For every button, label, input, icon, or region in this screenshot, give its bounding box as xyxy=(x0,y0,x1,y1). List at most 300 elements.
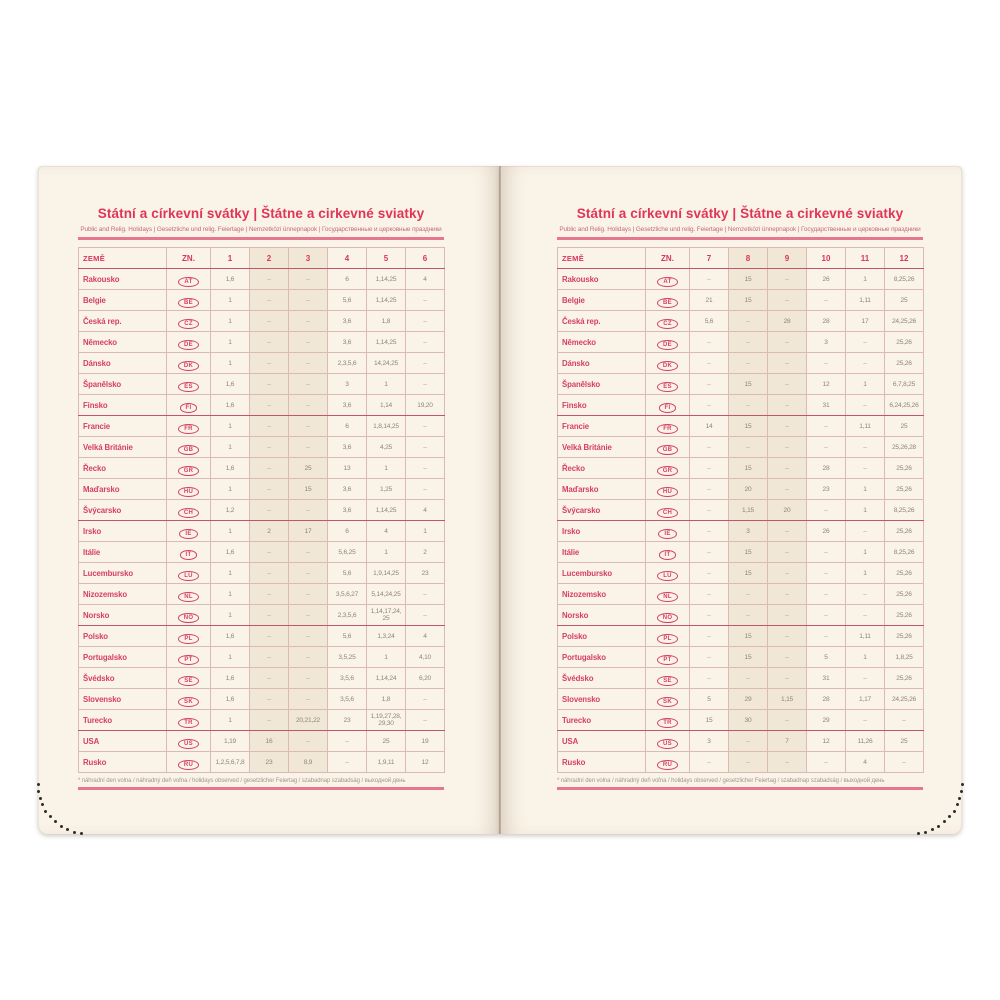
holiday-dates-cell: 1 xyxy=(846,500,885,521)
holiday-dates-cell: 13 xyxy=(328,458,367,479)
holiday-dates-cell: 1,3,24 xyxy=(367,626,406,647)
country-name: Česká rep. xyxy=(558,311,646,332)
country-code-oval: DK xyxy=(657,361,678,371)
holiday-dates-cell: – xyxy=(289,311,328,332)
table-row xyxy=(558,290,924,311)
holiday-dates-cell: – xyxy=(250,668,289,689)
holiday-dates-cell: – xyxy=(807,563,846,584)
country-code-oval: HU xyxy=(657,487,678,497)
country-header: ZEMĚ xyxy=(558,248,646,269)
country-name: Maďarsko xyxy=(79,479,167,500)
holiday-dates-cell: 2 xyxy=(406,542,445,563)
holiday-dates-cell: 5,6 xyxy=(328,563,367,584)
country-code-cell xyxy=(167,521,211,542)
table-row xyxy=(79,521,445,542)
holiday-dates-cell: 1,14,25 xyxy=(367,269,406,290)
holiday-dates-cell: – xyxy=(846,710,885,731)
country-name: Švýcarsko xyxy=(558,500,646,521)
country-code-oval: DK xyxy=(178,361,199,371)
holiday-dates-cell: – xyxy=(250,269,289,290)
perforation-dot xyxy=(37,783,40,786)
country-code-oval: SE xyxy=(657,676,678,686)
holiday-dates-cell: 25,26 xyxy=(885,332,924,353)
country-code-oval: GR xyxy=(657,466,679,476)
holiday-dates-cell: 25 xyxy=(885,416,924,437)
country-code-oval: ES xyxy=(657,382,678,392)
country-name: Velká Británie xyxy=(79,437,167,458)
holiday-dates-cell: – xyxy=(406,374,445,395)
perforation-dot xyxy=(60,825,63,828)
holiday-dates-cell: 6,7,8,25 xyxy=(885,374,924,395)
holiday-dates-cell: 5,6 xyxy=(690,311,729,332)
holiday-dates-cell: 1 xyxy=(211,584,250,605)
country-name: Slovensko xyxy=(79,689,167,710)
holiday-dates-cell: 1,8 xyxy=(367,689,406,710)
country-code-cell xyxy=(167,269,211,290)
holiday-dates-cell: 15 xyxy=(729,647,768,668)
holiday-dates-cell: 8,25,26 xyxy=(885,542,924,563)
country-code-oval: PL xyxy=(657,634,677,644)
holiday-dates-cell: 8,9 xyxy=(289,752,328,773)
holiday-dates-cell: 15 xyxy=(729,290,768,311)
holiday-dates-cell: 21 xyxy=(690,290,729,311)
holiday-dates-cell: 8,25,26 xyxy=(885,269,924,290)
holiday-dates-cell: 3,6 xyxy=(328,332,367,353)
holiday-dates-cell: – xyxy=(768,353,807,374)
country-name: Rusko xyxy=(79,752,167,773)
country-code-cell xyxy=(167,605,211,626)
country-code-oval: GB xyxy=(657,445,679,455)
holiday-dates-cell: 1,17 xyxy=(846,689,885,710)
title-rule xyxy=(557,237,923,240)
holiday-dates-cell: 6 xyxy=(328,269,367,290)
table-row xyxy=(558,479,924,500)
holiday-dates-cell: – xyxy=(406,689,445,710)
holiday-dates-cell: – xyxy=(250,353,289,374)
holiday-dates-cell: 4,25 xyxy=(367,437,406,458)
holidays-table-months-7-12 xyxy=(557,247,924,773)
table-row xyxy=(558,731,924,752)
holiday-dates-cell: 1,14 xyxy=(367,395,406,416)
holiday-dates-cell: 1,6 xyxy=(211,689,250,710)
holiday-dates-cell: – xyxy=(250,500,289,521)
holiday-dates-cell: 15 xyxy=(729,626,768,647)
holiday-dates-cell: – xyxy=(690,458,729,479)
holiday-dates-cell: 15 xyxy=(729,269,768,290)
holiday-dates-cell: – xyxy=(885,752,924,773)
holiday-dates-cell: – xyxy=(768,647,807,668)
holiday-dates-cell: – xyxy=(289,353,328,374)
holiday-dates-cell: 15 xyxy=(729,416,768,437)
holiday-dates-cell: 17 xyxy=(846,311,885,332)
table-row xyxy=(79,542,445,563)
country-name: Portugalsko xyxy=(558,647,646,668)
country-code-cell xyxy=(167,710,211,731)
holiday-dates-cell: – xyxy=(690,332,729,353)
holiday-dates-cell: – xyxy=(690,605,729,626)
table-row xyxy=(558,416,924,437)
country-code-oval: IE xyxy=(658,529,676,539)
holiday-dates-cell: – xyxy=(289,668,328,689)
holiday-dates-cell: 28 xyxy=(807,689,846,710)
country-code-cell xyxy=(167,563,211,584)
country-code-oval: LU xyxy=(657,571,678,581)
country-name: Švýcarsko xyxy=(79,500,167,521)
holiday-dates-cell: 23 xyxy=(250,752,289,773)
country-name: Maďarsko xyxy=(558,479,646,500)
month-header: 8 xyxy=(729,248,768,269)
country-name: Švédsko xyxy=(558,668,646,689)
holiday-dates-cell: – xyxy=(690,752,729,773)
country-code-oval: CH xyxy=(178,508,199,518)
holiday-dates-cell: – xyxy=(690,521,729,542)
holiday-dates-cell: – xyxy=(406,311,445,332)
holiday-dates-cell: – xyxy=(289,542,328,563)
holiday-dates-cell: – xyxy=(846,332,885,353)
holiday-dates-cell: 1 xyxy=(846,647,885,668)
holiday-dates-cell: 4 xyxy=(406,500,445,521)
holiday-dates-cell: 1,14,25 xyxy=(367,290,406,311)
holiday-dates-cell: – xyxy=(690,668,729,689)
diary-spread xyxy=(38,166,962,834)
holiday-dates-cell: 1 xyxy=(211,290,250,311)
holiday-dates-cell: 31 xyxy=(807,668,846,689)
holiday-dates-cell: – xyxy=(289,269,328,290)
table-row xyxy=(79,500,445,521)
holiday-dates-cell: – xyxy=(729,332,768,353)
perforation-dot xyxy=(39,797,42,800)
holiday-dates-cell: 1,6 xyxy=(211,542,250,563)
table-row xyxy=(558,542,924,563)
holiday-dates-cell: 1 xyxy=(211,563,250,584)
country-name: Irsko xyxy=(79,521,167,542)
holiday-dates-cell: 23 xyxy=(406,563,445,584)
holiday-dates-cell: 1 xyxy=(367,374,406,395)
country-name: Rakousko xyxy=(558,269,646,290)
country-code-oval: CH xyxy=(657,508,678,518)
month-header: 12 xyxy=(885,248,924,269)
holiday-dates-cell: 1,6 xyxy=(211,626,250,647)
country-name: Rusko xyxy=(558,752,646,773)
holiday-dates-cell: 1,14,17,24,25 xyxy=(367,605,406,626)
holiday-dates-cell: 1,11 xyxy=(846,290,885,311)
country-code-cell xyxy=(167,311,211,332)
table-row xyxy=(79,668,445,689)
holiday-dates-cell: – xyxy=(729,395,768,416)
country-code-cell xyxy=(646,437,690,458)
holiday-dates-cell: – xyxy=(729,584,768,605)
table-row xyxy=(79,458,445,479)
country-code-cell xyxy=(646,689,690,710)
holiday-dates-cell: – xyxy=(690,542,729,563)
country-name: Itálie xyxy=(79,542,167,563)
holiday-dates-cell: 4,10 xyxy=(406,647,445,668)
holiday-dates-cell: 4 xyxy=(406,269,445,290)
country-name: Nizozemsko xyxy=(558,584,646,605)
country-code-cell xyxy=(646,311,690,332)
holiday-dates-cell: 4 xyxy=(367,521,406,542)
holiday-dates-cell: – xyxy=(768,332,807,353)
holiday-dates-cell: – xyxy=(406,416,445,437)
table-row xyxy=(558,710,924,731)
country-code-cell xyxy=(646,353,690,374)
holiday-dates-cell: – xyxy=(846,521,885,542)
footnote-rule xyxy=(557,787,923,790)
table-row xyxy=(79,416,445,437)
holiday-dates-cell: – xyxy=(807,353,846,374)
holiday-dates-cell: – xyxy=(768,752,807,773)
table-row xyxy=(558,584,924,605)
holiday-dates-cell: – xyxy=(807,416,846,437)
country-name: Polsko xyxy=(558,626,646,647)
holiday-dates-cell: – xyxy=(729,668,768,689)
holiday-dates-cell: – xyxy=(250,542,289,563)
holiday-dates-cell: – xyxy=(690,479,729,500)
holiday-dates-cell: 1 xyxy=(211,332,250,353)
header-row xyxy=(558,248,924,269)
country-code-cell xyxy=(646,500,690,521)
holiday-dates-cell: – xyxy=(690,353,729,374)
country-name: Irsko xyxy=(558,521,646,542)
country-code-oval: FR xyxy=(657,424,678,434)
holiday-dates-cell: 5 xyxy=(690,689,729,710)
country-code-oval: PT xyxy=(657,655,677,665)
holiday-dates-cell: 1 xyxy=(846,542,885,563)
table-row xyxy=(79,269,445,290)
holiday-dates-cell: – xyxy=(289,437,328,458)
holiday-dates-cell: 1 xyxy=(211,311,250,332)
holiday-dates-cell: – xyxy=(250,395,289,416)
holiday-dates-cell: – xyxy=(768,479,807,500)
holiday-dates-cell: – xyxy=(406,479,445,500)
holiday-dates-cell: 15 xyxy=(690,710,729,731)
holiday-dates-cell: – xyxy=(289,584,328,605)
holiday-dates-cell: 1 xyxy=(846,374,885,395)
month-header: 3 xyxy=(289,248,328,269)
holiday-dates-cell: 7 xyxy=(768,731,807,752)
table-row xyxy=(79,563,445,584)
holiday-dates-cell: – xyxy=(250,290,289,311)
holiday-dates-cell: 1 xyxy=(211,710,250,731)
country-code-oval: AT xyxy=(178,277,198,287)
holiday-dates-cell: – xyxy=(289,416,328,437)
table-row xyxy=(558,437,924,458)
holiday-dates-cell: 1 xyxy=(406,521,445,542)
holiday-dates-cell: 6,20 xyxy=(406,668,445,689)
holiday-dates-cell: – xyxy=(807,290,846,311)
table-row xyxy=(79,374,445,395)
holiday-dates-cell: 29 xyxy=(807,710,846,731)
month-header: 5 xyxy=(367,248,406,269)
country-code-cell xyxy=(646,542,690,563)
holiday-dates-cell: – xyxy=(807,437,846,458)
holiday-dates-cell: – xyxy=(289,395,328,416)
header-row xyxy=(79,248,445,269)
holiday-dates-cell: 26 xyxy=(807,269,846,290)
title-rule xyxy=(78,237,444,240)
country-code-cell xyxy=(646,458,690,479)
month-header: 1 xyxy=(211,248,250,269)
holiday-dates-cell: 19 xyxy=(406,731,445,752)
holiday-dates-cell: 3 xyxy=(729,521,768,542)
country-code-cell xyxy=(167,437,211,458)
holiday-dates-cell: 12 xyxy=(406,752,445,773)
table-row xyxy=(558,668,924,689)
country-code-oval: SE xyxy=(178,676,199,686)
holiday-dates-cell: 25,26 xyxy=(885,479,924,500)
holiday-dates-cell: 1 xyxy=(367,647,406,668)
perforation-dot xyxy=(960,790,963,793)
country-code-cell xyxy=(646,290,690,311)
country-name: Portugalsko xyxy=(79,647,167,668)
holiday-dates-cell: – xyxy=(690,437,729,458)
country-code-oval: GR xyxy=(178,466,200,476)
country-code-cell xyxy=(646,752,690,773)
holiday-dates-cell: 1 xyxy=(211,479,250,500)
footnote-rule xyxy=(78,787,444,790)
table-row xyxy=(558,311,924,332)
holiday-dates-cell: 1,6 xyxy=(211,374,250,395)
holiday-dates-cell: 20 xyxy=(729,479,768,500)
country-code-cell xyxy=(167,626,211,647)
holiday-dates-cell: – xyxy=(289,563,328,584)
footnote: * náhradní den volna / náhradný deň voľna / holidays observed / gesetzlicher Feiertag / szabadnap szabadság / выходной день xyxy=(557,778,885,784)
holiday-dates-cell: 25 xyxy=(289,458,328,479)
country-name: Norsko xyxy=(79,605,167,626)
table-row xyxy=(79,395,445,416)
holiday-dates-cell: – xyxy=(768,563,807,584)
holiday-dates-cell: 1,8,14,25 xyxy=(367,416,406,437)
holiday-dates-cell: – xyxy=(289,290,328,311)
country-code-cell xyxy=(167,479,211,500)
holiday-dates-cell: 1,6 xyxy=(211,668,250,689)
holiday-dates-cell: 23 xyxy=(807,479,846,500)
holiday-dates-cell: – xyxy=(846,458,885,479)
country-name: Dánsko xyxy=(79,353,167,374)
holiday-dates-cell: 1 xyxy=(367,542,406,563)
country-name: Itálie xyxy=(558,542,646,563)
holiday-dates-cell: – xyxy=(406,605,445,626)
page-title: Státní a církevní svátky | Štátne a cirkevné sviatky xyxy=(576,206,904,221)
holiday-dates-cell: 3,6 xyxy=(328,311,367,332)
holiday-dates-cell: 1,15 xyxy=(729,500,768,521)
country-code-cell xyxy=(646,332,690,353)
holiday-dates-cell: – xyxy=(807,605,846,626)
holiday-dates-cell: – xyxy=(250,563,289,584)
country-code-oval: NL xyxy=(178,592,199,602)
holiday-dates-cell: 3,6 xyxy=(328,479,367,500)
holiday-dates-cell: 1 xyxy=(846,269,885,290)
country-code-oval: TR xyxy=(178,718,199,728)
country-code-oval: BE xyxy=(657,298,678,308)
perforation-dot xyxy=(961,783,964,786)
country-code-oval: PL xyxy=(178,634,198,644)
holiday-dates-cell: – xyxy=(768,269,807,290)
holiday-dates-cell: 15 xyxy=(729,374,768,395)
country-code-cell xyxy=(167,458,211,479)
holiday-dates-cell: – xyxy=(768,395,807,416)
country-name: Francie xyxy=(558,416,646,437)
holiday-dates-cell: 25 xyxy=(885,731,924,752)
country-code-oval: FR xyxy=(178,424,199,434)
holiday-dates-cell: 20 xyxy=(768,500,807,521)
holiday-dates-cell: – xyxy=(729,353,768,374)
page-left xyxy=(38,166,500,834)
holiday-dates-cell: – xyxy=(768,542,807,563)
holiday-dates-cell: 5,6 xyxy=(328,626,367,647)
perforation-dot xyxy=(66,828,69,831)
holiday-dates-cell: – xyxy=(406,290,445,311)
holiday-dates-cell: 25,26 xyxy=(885,584,924,605)
table-row xyxy=(558,395,924,416)
table-row xyxy=(79,584,445,605)
holiday-dates-cell: – xyxy=(250,689,289,710)
holiday-dates-cell: – xyxy=(406,710,445,731)
holiday-dates-cell: – xyxy=(729,311,768,332)
holiday-dates-cell: 24,25,26 xyxy=(885,689,924,710)
holiday-dates-cell: – xyxy=(250,311,289,332)
holiday-dates-cell: 1,14,24 xyxy=(367,668,406,689)
table-row xyxy=(558,605,924,626)
country-code-cell xyxy=(167,332,211,353)
country-code-oval: HU xyxy=(178,487,199,497)
country-name: Turecko xyxy=(558,710,646,731)
holiday-dates-cell: – xyxy=(289,647,328,668)
holiday-dates-cell: – xyxy=(289,374,328,395)
holiday-dates-cell: – xyxy=(846,395,885,416)
holiday-dates-cell: 25,26 xyxy=(885,668,924,689)
country-code-cell xyxy=(646,647,690,668)
holiday-dates-cell: – xyxy=(406,332,445,353)
holiday-dates-cell: 1,6 xyxy=(211,269,250,290)
country-name: Švédsko xyxy=(79,668,167,689)
holiday-dates-cell: 1,25 xyxy=(367,479,406,500)
table-row xyxy=(79,437,445,458)
holiday-dates-cell: 5,6,25 xyxy=(328,542,367,563)
country-code-oval: RU xyxy=(178,760,199,770)
country-name: Španělsko xyxy=(79,374,167,395)
holiday-dates-cell: – xyxy=(406,437,445,458)
country-code-cell xyxy=(167,416,211,437)
country-code-oval: FI xyxy=(180,403,198,413)
table-row xyxy=(558,500,924,521)
table-row xyxy=(79,647,445,668)
footnote: * náhradní den volna / náhradný deň voľna / holidays observed / gesetzlicher Feiertag / szabadnap szabadság / выходной день xyxy=(78,778,406,784)
code-header: ZN. xyxy=(167,248,211,269)
holiday-dates-cell: – xyxy=(690,500,729,521)
country-name: Německo xyxy=(79,332,167,353)
table-row xyxy=(79,731,445,752)
page-subtitle: Public and Relig. Holidays | Gesetzliche und relig. Feiertage | Nemzetközi ünnepnapok | Государственные и церковные праздники xyxy=(80,226,442,233)
holiday-dates-cell: – xyxy=(690,626,729,647)
country-code-oval: NL xyxy=(657,592,678,602)
country-code-cell xyxy=(167,395,211,416)
country-name: Belgie xyxy=(79,290,167,311)
holiday-dates-cell: 1,6 xyxy=(211,458,250,479)
country-code-oval: US xyxy=(178,739,199,749)
holiday-dates-cell: 3 xyxy=(328,374,367,395)
holiday-dates-cell: 1 xyxy=(211,437,250,458)
holiday-dates-cell: 2,3,5,6 xyxy=(328,605,367,626)
country-name: Belgie xyxy=(558,290,646,311)
holiday-dates-cell: 8,25,26 xyxy=(885,500,924,521)
country-name: Norsko xyxy=(558,605,646,626)
holiday-dates-cell: – xyxy=(846,668,885,689)
table-row xyxy=(79,626,445,647)
holiday-dates-cell: 3,6 xyxy=(328,437,367,458)
table-row xyxy=(558,626,924,647)
holiday-dates-cell: – xyxy=(250,647,289,668)
